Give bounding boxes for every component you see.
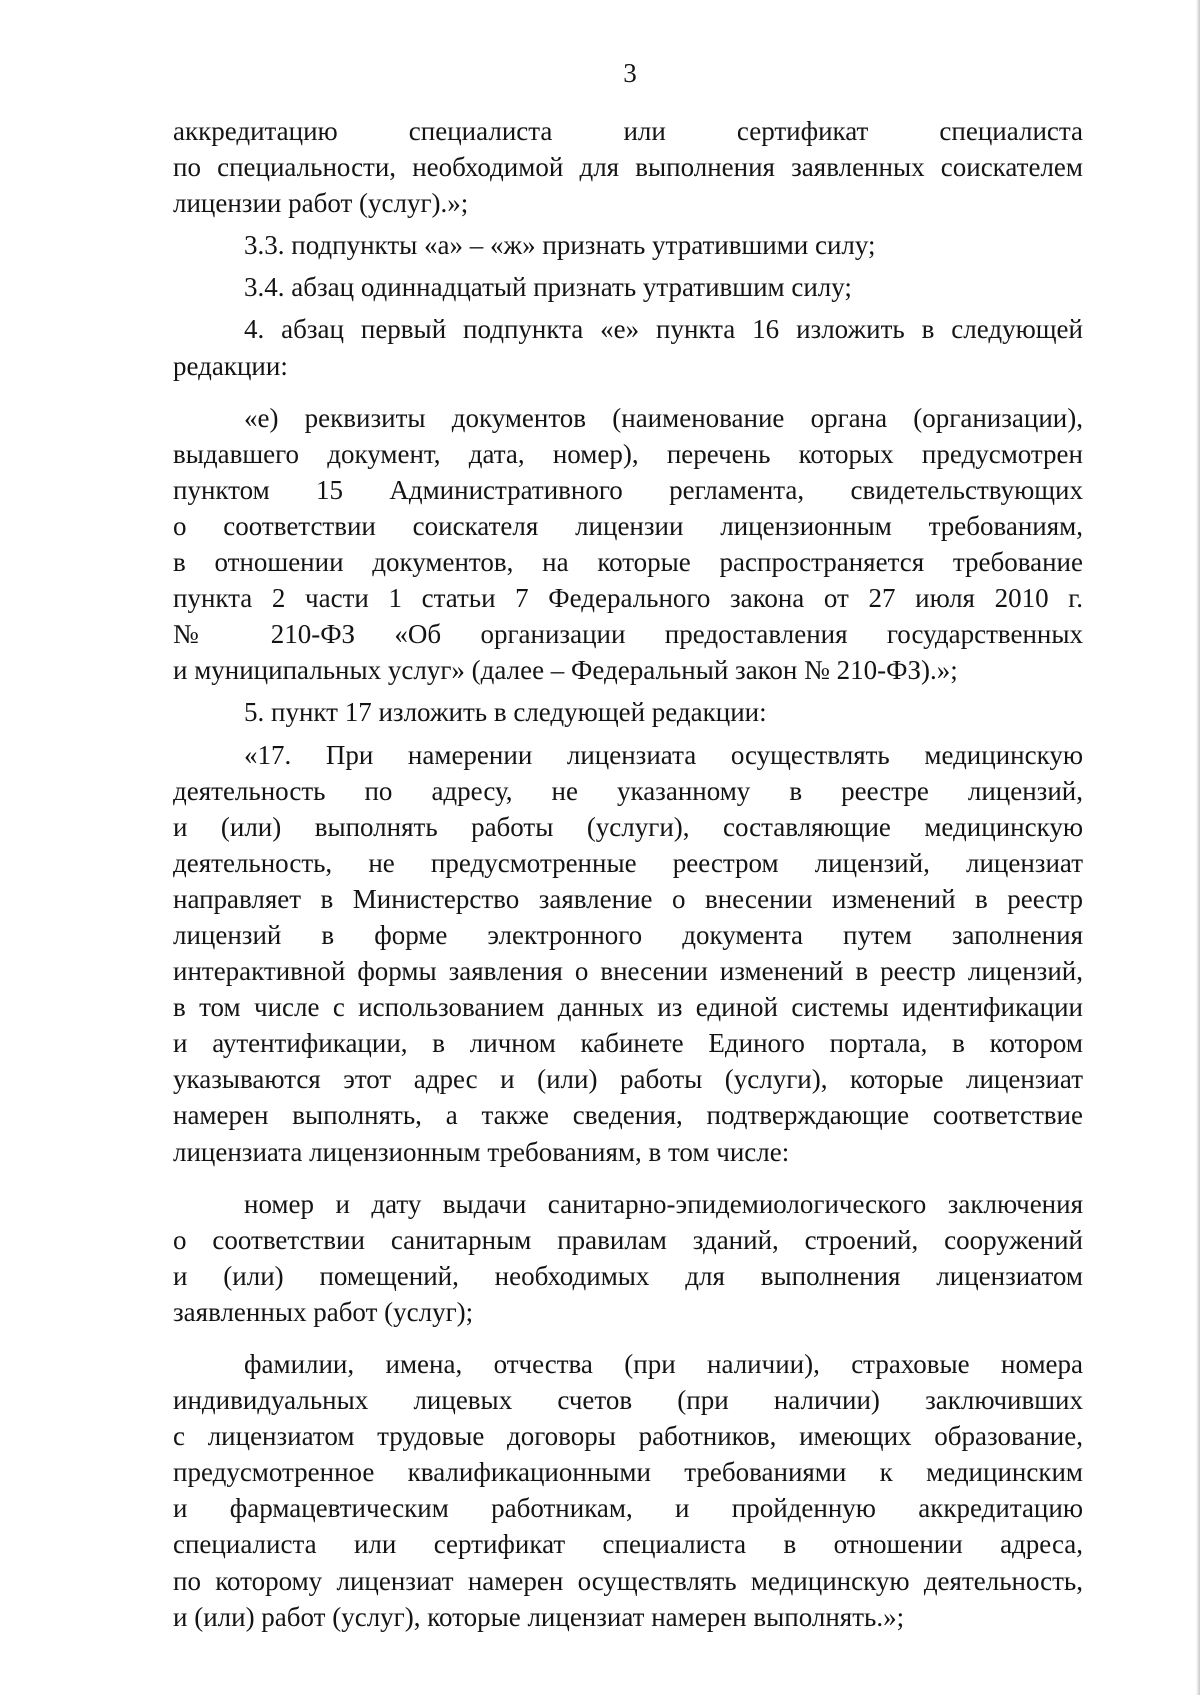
text-line: интерактивной формы заявления о внесении изменений в реестр лицензий, [173, 956, 1083, 987]
text-line: 3.4. абзац одиннадцатый признать утратившим силу; [244, 272, 852, 303]
text-line: «17. При намерении лицензиата осуществлять медицинскую [244, 739, 1083, 770]
text-line: 4. абзац первый подпункта «е» пункта 16 изложить в следующей [244, 314, 1083, 345]
text-line: «е) реквизиты документов (наименование органа (организации), [244, 402, 1083, 433]
text-line: и фармацевтическим работникам, и пройденную аккредитацию [173, 1493, 1083, 1524]
paragraph [173, 694, 1083, 730]
text-line: заявленных работ (услуг); [173, 1296, 474, 1327]
text-line: в отношении документов, на которые распространяется требование [173, 547, 1083, 578]
text-line: предусмотренное квалификационными требованиями к медицинским [173, 1457, 1083, 1488]
text-line: и аутентификации, в личном кабинете Единого портала, в котором [173, 1028, 1083, 1059]
text-line: пункта 2 части 1 статьи 7 Федерального закона от 27 июля 2010 г. [173, 583, 1083, 614]
text-line: и (или) помещений, необходимых для выполнения лицензиатом [173, 1260, 1083, 1291]
text-line: в том числе с использованием данных из единой системы идентификации [173, 992, 1083, 1023]
text-line: лицензий в форме электронного документа путем заполнения [173, 919, 1083, 950]
page-number: 3 [623, 58, 637, 88]
text-line: и муниципальных услуг» (далее – Федеральный закон № 210-ФЗ).»; [173, 655, 958, 686]
paragraph [173, 113, 1083, 221]
text-line: лицензии работ (услуг).»; [173, 188, 469, 219]
text-line: редакции: [173, 350, 288, 381]
paragraph [173, 269, 1083, 305]
text-line: и (или) выполнять работы (услуги), составляющие медицинскую [173, 811, 1083, 842]
paragraph [173, 400, 1083, 689]
paragraph [173, 311, 1083, 383]
text-line: специалиста или сертификат специалиста в отношении адреса, [173, 1529, 1083, 1560]
text-line: деятельность, не предусмотренные реестром лицензий, лицензиат [173, 847, 1083, 878]
text-line: указываются этот адрес и (или) работы (услуги), которые лицензиат [173, 1064, 1083, 1095]
text-line: и (или) работ (услуг), которые лицензиат намерен выполнять.»; [173, 1601, 905, 1632]
paragraph [173, 227, 1083, 263]
text-line: намерен выполнять, а также сведения, подтверждающие соответствие [173, 1100, 1083, 1131]
paragraph [173, 1186, 1083, 1330]
paragraph [173, 1346, 1083, 1635]
text-line: деятельность по адресу, не указанному в реестре лицензий, [173, 775, 1083, 806]
scan-edge-shadow [1196, 0, 1200, 1695]
text-line: пунктом 15 Административного регламента, свидетельствующих [173, 474, 1083, 505]
text-line: выдавшего документ, дата, номер), перечень которых предусмотрен [173, 438, 1083, 469]
text-line: аккредитацию специалиста или сертификат специалиста [173, 116, 1083, 146]
text-line: с лицензиатом трудовые договоры работников, имеющих образование, [173, 1421, 1083, 1452]
text-line: по которому лицензиат намерен осуществлять медицинскую деятельность, [173, 1565, 1083, 1596]
text-line: индивидуальных лицевых счетов (при наличии) заключивших [173, 1385, 1083, 1416]
text-line: 3.3. подпункты «а» – «ж» признать утратившими силу; [244, 230, 876, 261]
text-line: направляет в Министерство заявление о внесении изменений в реестр [173, 883, 1083, 914]
text-line: фамилии, имена, отчества (при наличии), страховые номера [244, 1349, 1083, 1379]
text-line: по специальности, необходимой для выполнения заявленных соискателем [173, 152, 1083, 183]
text-line: № 210-ФЗ «Об организации предоставления государственных [173, 619, 1083, 650]
paragraph [173, 737, 1083, 1170]
text-line: лицензиата лицензионным требованиям, в том числе: [173, 1136, 790, 1167]
text-line: о соответствии соискателя лицензии лицензионным требованиям, [173, 510, 1083, 541]
text-line: 5. пункт 17 изложить в следующей редакции: [244, 697, 767, 728]
text-line: о соответствии санитарным правилам зданий, строений, сооружений [173, 1224, 1083, 1255]
document-body [173, 113, 1083, 1635]
text-line: номер и дату выдачи санитарно-эпидемиологического заключения [244, 1188, 1083, 1219]
